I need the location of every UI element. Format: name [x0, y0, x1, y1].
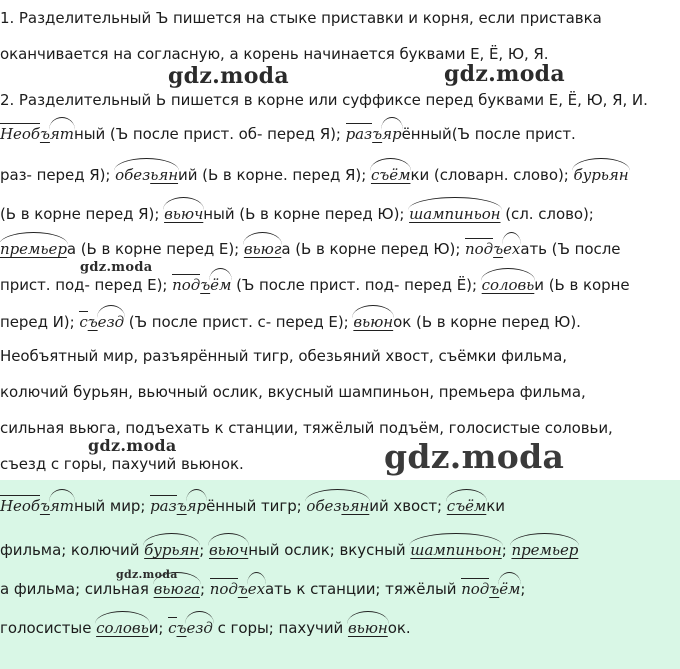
word-obezyany: обезьян: [115, 166, 179, 184]
answer-word-vyuchny: вьюч: [209, 541, 249, 559]
word-syomki: съём: [370, 166, 411, 184]
watermark-text: gdz.moda: [116, 568, 178, 581]
word-syezd: съезд: [79, 313, 125, 331]
answer-word-podyom: подъём: [461, 580, 521, 598]
word-podyehat: подъех: [465, 240, 521, 258]
answer-word-buryan: бурьян: [144, 541, 200, 559]
watermark-text: gdz.moda: [80, 260, 153, 275]
answer-word-syomki: съём: [446, 497, 487, 515]
word-solovyi: соловь: [481, 276, 535, 294]
answer-word-neobyatny: Необъят: [0, 497, 74, 515]
answer-line-2: фильма; колючий бурьян; вьючный ослик; вкусный шампиньон; премьер: [0, 541, 579, 559]
word-neobyatny: Необъят: [0, 125, 74, 143]
answer-word-vyunok: вьюн: [347, 619, 388, 637]
word-podyom: подъём: [172, 276, 232, 294]
answer-word-podyehat: подъех: [209, 580, 265, 598]
word-buryan: бурьян: [573, 166, 629, 184]
analysis-line-4: премьера (Ь в корне перед Е); вьюга (Ь в корне перед Ю); подъехать (Ъ после: [0, 240, 621, 258]
analysis-line-1: Необъятный (Ъ после прист. об- перед Я); разъярённый(Ъ после прист.: [0, 125, 576, 143]
word-vyunok: вьюн: [353, 313, 394, 331]
analysis-line-2: раз- перед Я); обезьяний (Ь в корне. перед Я); съёмки (словарн. слово); бурьян: [0, 166, 629, 184]
watermark-text: gdz.moda: [168, 63, 289, 89]
answer-word-premyer: премьер: [511, 541, 579, 559]
answer-word-solovyi: соловь: [96, 619, 149, 637]
answer-line-3: а фильма; сильная вьюга; подъехать к станции; тяжёлый подъём;: [0, 580, 526, 598]
word-premyera: премьер: [0, 240, 67, 258]
sentence-line-3: сильная вьюга, подъехать к станции, тяжёлый подъём, голосистые соловьи,: [0, 419, 613, 437]
answer-line-4: голосистые соловьи; съезд с горы; пахучий вьюнок.: [0, 619, 411, 637]
sentence-line-1: Необъятный мир, разъярённый тигр, обезьяний хвост, съёмки фильма,: [0, 347, 568, 365]
word-razyarenny: разъяр: [345, 125, 402, 143]
sentence-line-2: колючий бурьян, вьючный ослик, вкусный шампиньон, премьера фильма,: [0, 383, 586, 401]
answer-word-obezyany: обезьян: [306, 497, 370, 515]
sentence-line-4: съезд с горы, пахучий вьюнок.: [0, 455, 244, 473]
answer-line-1: Необъятный мир; разъярённый тигр; обезьяний хвост; съёмки: [0, 497, 506, 515]
watermark-text: gdz.moda: [444, 61, 565, 87]
analysis-line-6: перед И); съезд (Ъ после прист. с- перед Е); вьюнок (Ь в корне перед Ю).: [0, 313, 581, 331]
rule1-line1: 1. Разделительный Ъ пишется на стыке приставки и корня, если приставка: [0, 9, 602, 27]
answer-word-vyuga: вьюга: [153, 580, 200, 598]
rule1-line2: оканчивается на согласную, а корень начинается буквами Е, Ё, Ю, Я.: [0, 45, 549, 63]
rule2-line: 2. Разделительный Ь пишется в корне или суффиксе перед буквами Е, Ё, Ю, Я, И.: [0, 91, 648, 109]
word-shampinyon: шампиньон: [409, 205, 501, 223]
analysis-line-5: прист. под- перед Е); подъём (Ъ после прист. под- перед Ё); соловьи (Ь в корне: [0, 276, 630, 294]
word-vyuchny: вьюч: [164, 205, 204, 223]
analysis-line-3: (Ь в корне перед Я); вьючный (Ь в корне перед Ю); шампиньон (сл. слово);: [0, 205, 594, 223]
word-vyuga: вьюг: [243, 240, 282, 258]
answer-word-syezd: съезд: [168, 619, 213, 637]
watermark-text: gdz.moda: [384, 437, 565, 476]
answer-word-razyarenny: разъяр: [150, 497, 207, 515]
answer-word-shampinyon: шампиньон: [410, 541, 502, 559]
watermark-text: gdz.moda: [88, 436, 177, 455]
